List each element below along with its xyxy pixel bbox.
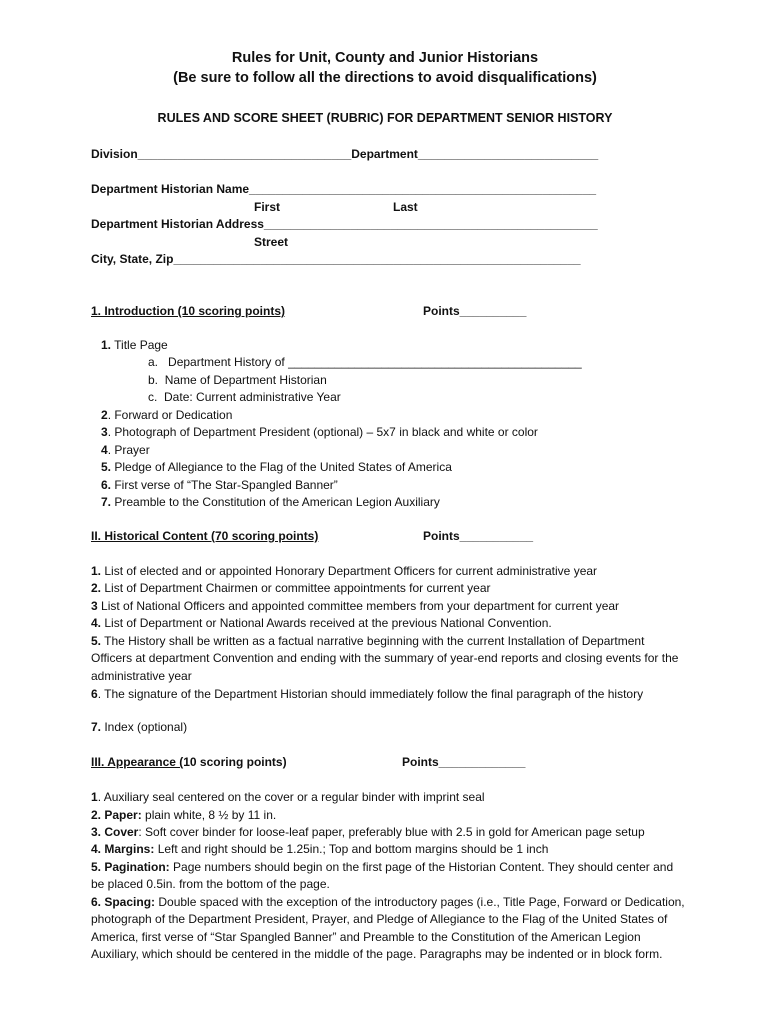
list-item: 1. Auxiliary seal centered on the cover or a regular binder with imprint seal	[91, 790, 485, 804]
section-points-field[interactable]: Points___________	[423, 529, 534, 543]
first-name-label: First	[254, 200, 281, 214]
list-item: 1. Title Page	[101, 338, 168, 352]
sheet-title: RULES AND SCORE SHEET (RUBRIC) FOR DEPARTMENT SENIOR HISTORY	[157, 111, 613, 125]
list-item: 4. Margins: Left and right should be 1.25in.; Top and bottom margins should be 1 inch	[91, 842, 549, 856]
list-item: 4. Prayer	[101, 443, 150, 457]
list-item: 2. Forward or Dedication	[101, 408, 233, 422]
list-item: b. Name of Department Historian	[148, 373, 327, 387]
list-item: 3. Photograph of Department President (optional) – 5x7 in black and white or color	[101, 425, 538, 439]
city-state-zip-field[interactable]: City, State, Zip_____________________________________________________________	[91, 252, 581, 266]
section-heading: III. Appearance (10 scoring points)	[91, 755, 287, 769]
list-item: 4. List of Department or National Awards received at the previous National Convention.	[91, 616, 552, 630]
section-heading: 1. Introduction (10 scoring points)	[91, 304, 286, 318]
document-subtitle: (Be sure to follow all the directions to avoid disqualifications)	[173, 70, 597, 86]
list-item: a. Department History of ____________________________________________	[148, 355, 582, 369]
section-points-field[interactable]: Points_____________	[402, 755, 526, 769]
list-item: 5. Pagination: Page numbers should begin on the first page of the Historian Content. They should center and be placed 0.5in. from the bottom of the page.	[91, 860, 674, 892]
street-label: Street	[254, 235, 289, 249]
list-item: 2. List of Department Chairmen or committee appointments for current year	[91, 581, 491, 595]
section-points-field[interactable]: Points__________	[423, 304, 527, 318]
list-item: 7. Index (optional)	[91, 720, 188, 734]
list-item: 5. Pledge of Allegiance to the Flag of the United States of America	[101, 460, 452, 474]
list-item: 7. Preamble to the Constitution of the American Legion Auxiliary	[101, 495, 440, 509]
list-item: 3. Cover: Soft cover binder for loose-leaf paper, preferably blue with 2.5 in gold for American page setup	[91, 825, 645, 839]
section-heading: II. Historical Content (70 scoring points)	[91, 529, 319, 543]
list-item: c. Date: Current administrative Year	[148, 390, 341, 404]
list-item: 3 List of National Officers and appointed committee members from your department for current year	[91, 599, 620, 613]
list-item: 5. The History shall be written as a factual narrative beginning with the current Installation of Department Officers at department Convention and ending with the summary of year-end reports and closing events for the administrative year	[91, 634, 679, 683]
list-item: 6. The signature of the Department Historian should immediately follow the final paragraph of the history	[91, 687, 644, 701]
list-item: 6. Spacing: Double spaced with the exception of the introductory pages (i.e., Title Page, Forward or Dedication, photograph of the Department President, Prayer, and Pledge of Allegiance to the Flag of the United States of America, first verse of “Star Spangled Banner” and Preamble to the Constitution of the American Legion Auxiliary, which should be centered in the middle of the page. Paragraphs may be indented or in block form.	[91, 895, 685, 962]
historian-address-field[interactable]: Department Historian Address__________________________________________________	[91, 217, 598, 231]
list-item: 6. First verse of “The Star-Spangled Banner”	[101, 478, 338, 492]
historian-name-field[interactable]: Department Historian Name____________________________________________________	[91, 182, 597, 196]
last-name-label: Last	[393, 200, 418, 214]
division-department-field[interactable]: Division________________________________Department___________________________	[91, 147, 599, 161]
document-title: Rules for Unit, County and Junior Historians	[231, 50, 539, 66]
list-item: 2. Paper: plain white, 8 ½ by 11 in.	[91, 808, 277, 822]
list-item: 1. List of elected and or appointed Honorary Department Officers for current administrative year	[91, 564, 598, 578]
